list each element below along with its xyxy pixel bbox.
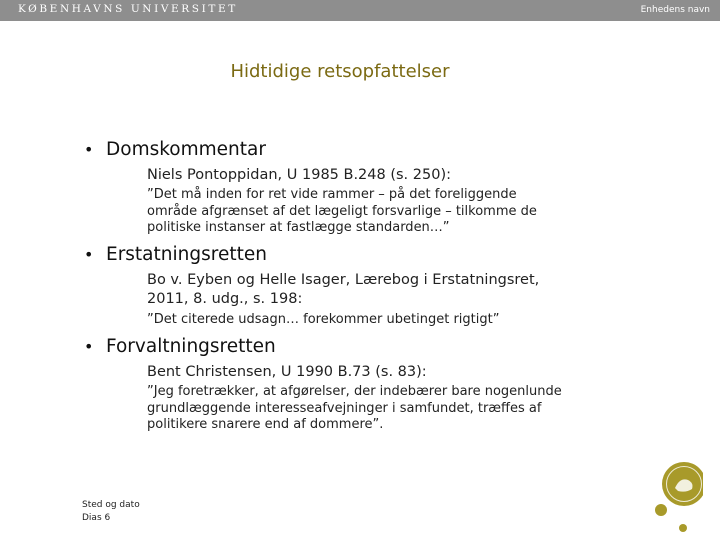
bullet-heading: Domskommentar <box>106 139 266 160</box>
bullet-forvaltningsretten <box>84 336 276 357</box>
bullet-heading: Forvaltningsretten <box>106 336 276 357</box>
bullet-dot: • <box>84 140 94 159</box>
bullet-heading: Erstatningsretten <box>106 244 267 265</box>
slide-footer <box>82 499 140 525</box>
bullet-erstatningsretten <box>84 244 267 265</box>
footer-slide-number: Dias 6 <box>82 513 111 523</box>
source-line: Niels Pontoppidan, U 1985 B.248 (s. 250): <box>147 167 451 183</box>
university-seal-icon <box>645 460 703 538</box>
quote-text: ”Det citerede udsagn… forekommer ubetinget rigtigt” <box>147 312 500 327</box>
university-name: KØBENHAVNS UNIVERSITET <box>18 3 238 15</box>
slide-title: Hidtidige retsopfattelser <box>230 61 450 82</box>
unit-name: Enhedens navn <box>640 5 710 15</box>
quote-text: ”Det må inden for ret vide rammer – på det foreliggende område afgrænset af det lægeligt forsvarlige – tilkomme de politiske instanser at fastlægge standarden…” <box>147 187 537 235</box>
bullet-dot: • <box>84 337 94 356</box>
bullet-dot: • <box>84 245 94 264</box>
footer-place-date: Sted og dato <box>82 500 140 510</box>
header-bar <box>0 0 720 21</box>
source-line: Bent Christensen, U 1990 B.73 (s. 83): <box>147 364 427 380</box>
quote-text: ”Jeg foretrækker, at afgørelser, der indebærer bare nogenlunde grundlæggende interesseafvejninger i samfundet, træffes af politikere snarere end af dommere”. <box>147 384 562 432</box>
source-line: 2011, 8. udg., s. 198: <box>147 291 303 307</box>
source-line: Bo v. Eyben og Helle Isager, Lærebog i Erstatningsret, <box>147 272 540 288</box>
bullet-domskommentar <box>84 139 266 160</box>
